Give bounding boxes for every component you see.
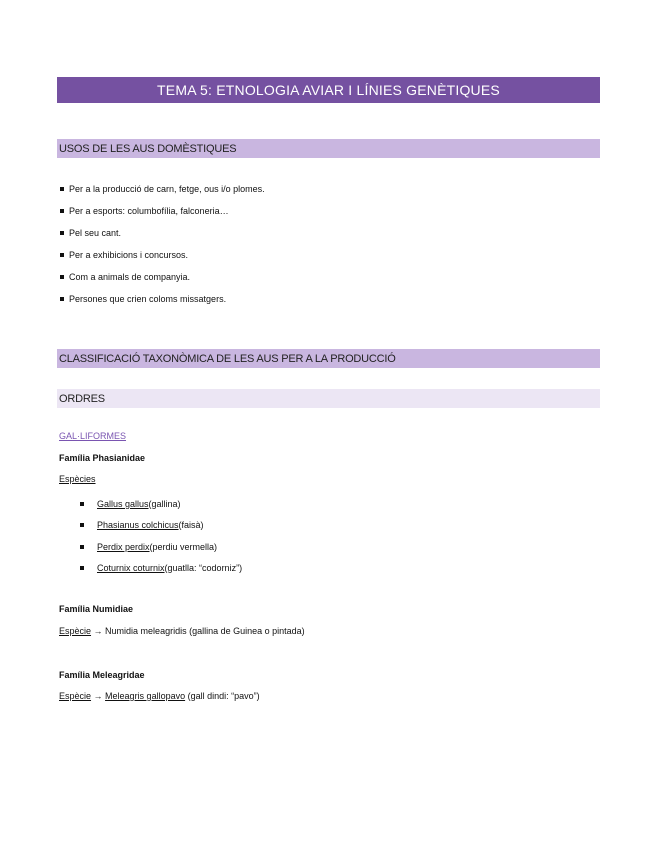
bullet-square-icon bbox=[60, 187, 64, 191]
list-item bbox=[80, 493, 242, 515]
bullet-square-icon bbox=[80, 523, 84, 527]
species-label: Espècies bbox=[59, 474, 96, 484]
list-item: Per a exhibicions i concursos. bbox=[60, 244, 265, 266]
species-note: (perdiu vermella) bbox=[149, 541, 218, 552]
list-item: Persones que crien coloms missatgers. bbox=[60, 288, 265, 310]
species-name: Coturnix coturnix bbox=[97, 563, 165, 574]
section-heading-usos-text: USOS DE LES AUS DOMÈSTIQUES bbox=[59, 142, 237, 155]
subheading-ordres bbox=[57, 389, 600, 408]
species-name: Phasianus colchicus bbox=[97, 520, 179, 531]
species-note: (gall dindi: “pavo”) bbox=[185, 691, 260, 701]
document-title: TEMA 5: ETNOLOGIA AVIAR I LÍNIES GENÈTIQUES bbox=[157, 82, 500, 98]
family-meleagridae: Família Meleagridae bbox=[59, 670, 145, 680]
section-heading-classificacio-text: CLASSIFICACIÓ TAXONÒMICA DE LES AUS PER A LA PRODUCCIÓ bbox=[59, 352, 396, 365]
usos-list bbox=[60, 178, 265, 310]
family-meleagridae-species bbox=[59, 691, 260, 701]
species-name: Meleagris gallopavo bbox=[105, 691, 186, 701]
list-item: Com a animals de companyia. bbox=[60, 266, 265, 288]
species-label: Espècie bbox=[59, 626, 92, 636]
order-link-galliformes[interactable]: GAL·LIFORMES bbox=[59, 431, 127, 441]
bullet-square-icon bbox=[80, 566, 84, 570]
species-note: (gallina) bbox=[148, 498, 181, 509]
list-item: Per a esports: columbofília, falconeria… bbox=[60, 200, 265, 222]
species-name: Perdix perdix bbox=[97, 541, 150, 552]
list-item bbox=[80, 558, 242, 580]
species-note: (guatlla: “codorniz”) bbox=[164, 563, 243, 574]
document-title-bar bbox=[57, 77, 600, 103]
species-list bbox=[80, 493, 242, 579]
bullet-square-icon bbox=[80, 502, 84, 506]
list-item bbox=[80, 515, 242, 537]
family-phasianidae: Família Phasianidae bbox=[59, 453, 146, 463]
species-note: (faisà) bbox=[178, 520, 204, 531]
family-numidiae-species bbox=[59, 626, 305, 636]
list-item: Per a la producció de carn, fetge, ous i/o plomes. bbox=[60, 178, 265, 200]
list-item: Pel seu cant. bbox=[60, 222, 265, 244]
subheading-ordres-text: ORDRES bbox=[59, 392, 105, 405]
bullet-square-icon bbox=[80, 545, 84, 549]
bullet-square-icon bbox=[60, 253, 64, 257]
bullet-square-icon bbox=[60, 297, 64, 301]
section-heading-usos bbox=[57, 139, 600, 158]
arrow-right-icon: → bbox=[91, 691, 106, 701]
bullet-square-icon bbox=[60, 275, 64, 279]
bullet-square-icon bbox=[60, 231, 64, 235]
family-numidiae: Família Numidiae bbox=[59, 604, 134, 614]
arrow-right-icon: → bbox=[91, 626, 106, 636]
species-text: Numidia meleagridis (gallina de Guinea o pintada) bbox=[105, 626, 305, 636]
section-heading-classificacio bbox=[57, 349, 600, 368]
species-label: Espècie bbox=[59, 691, 92, 701]
bullet-square-icon bbox=[60, 209, 64, 213]
species-name: Gallus gallus bbox=[97, 498, 149, 509]
list-item bbox=[80, 536, 242, 558]
